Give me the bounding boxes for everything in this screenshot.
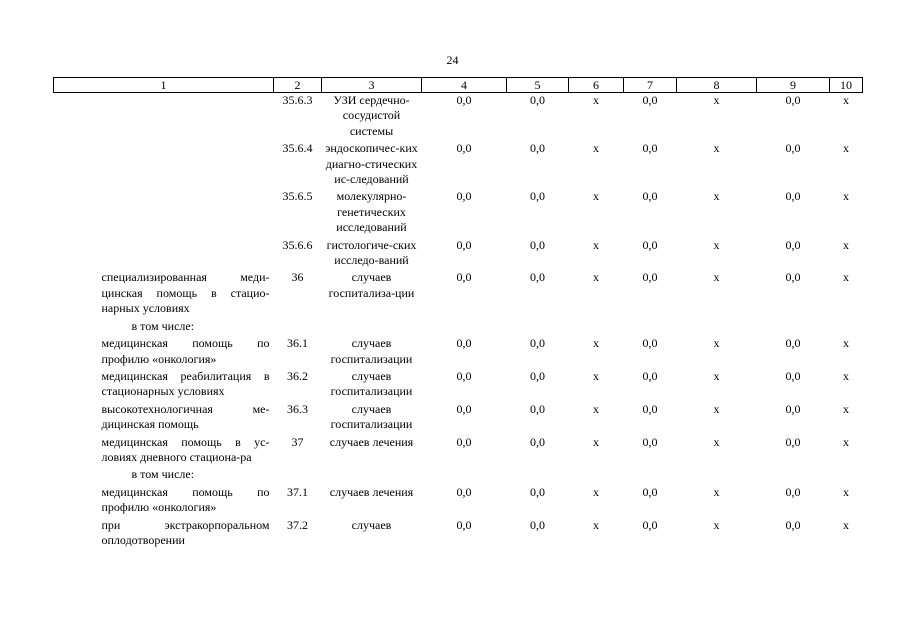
value-col-5: 0,0 [530, 434, 545, 449]
value-col-4 [422, 319, 507, 336]
row-code: 37.2 [287, 517, 308, 532]
value-col-5 [507, 467, 569, 484]
row-label: в том числе: [131, 318, 195, 333]
row-unit: случаев госпитализа-ции [328, 270, 415, 300]
value-col-9: 0,0 [785, 189, 801, 204]
row-label: медицинская помощь в ус-ловиях дневного стациона-ра [101, 434, 270, 464]
value-col-10: х [843, 270, 849, 285]
value-col-9: 0,0 [785, 141, 801, 156]
value-col-10: х [843, 517, 849, 532]
value-col-8: х [713, 141, 720, 156]
value-col-4: 0,0 [456, 93, 472, 107]
value-col-4: 0,0 [456, 484, 472, 499]
value-col-7: 0,0 [642, 270, 658, 285]
value-col-5: 0,0 [530, 336, 545, 351]
value-col-8: х [713, 517, 720, 532]
row-unit [322, 467, 422, 484]
column-number: 5 [507, 78, 569, 93]
value-col-6: х [593, 517, 599, 532]
value-col-4: 0,0 [456, 517, 472, 532]
row-code: 37.1 [287, 484, 308, 499]
subheading-row [54, 467, 863, 484]
value-col-5 [507, 319, 569, 336]
subheading-row [54, 319, 863, 336]
value-col-8: х [713, 434, 720, 449]
row-unit [322, 319, 422, 336]
value-col-5: 0,0 [530, 93, 545, 107]
value-col-6 [569, 467, 624, 484]
row-code: 35.6.3 [282, 93, 313, 107]
row-code: 36.2 [287, 368, 308, 383]
row-label [54, 93, 274, 142]
row-unit: УЗИ сердечно-сосудистой системы [333, 93, 410, 138]
table-row [54, 270, 863, 318]
value-col-6: х [593, 93, 599, 107]
value-col-8: х [713, 93, 720, 107]
value-col-8: х [713, 270, 720, 285]
value-col-7: 0,0 [642, 141, 658, 156]
value-col-5: 0,0 [530, 270, 545, 285]
row-code: 35.6.5 [282, 189, 313, 204]
column-number: 6 [569, 78, 624, 93]
value-col-5: 0,0 [530, 189, 545, 204]
row-unit: случаев [351, 517, 392, 532]
row-unit: эндоскопичес-ких диагно-стических ис-следований [325, 141, 418, 187]
value-col-9: 0,0 [785, 237, 801, 252]
table-row [54, 369, 863, 402]
table-row [54, 435, 863, 468]
value-col-4: 0,0 [456, 401, 472, 416]
value-col-9: 0,0 [785, 434, 801, 449]
row-code [274, 319, 322, 336]
row-label [54, 141, 274, 189]
value-col-9: 0,0 [785, 484, 801, 499]
value-col-6: х [593, 401, 599, 416]
value-col-6: х [593, 270, 599, 285]
value-col-5: 0,0 [530, 141, 545, 156]
value-col-7: 0,0 [642, 93, 658, 107]
value-col-7: 0,0 [642, 434, 658, 449]
value-col-8 [677, 467, 757, 484]
value-col-8: х [713, 336, 720, 351]
value-col-10: х [843, 434, 849, 449]
column-number: 9 [757, 78, 830, 93]
table-row [54, 485, 863, 518]
value-col-6: х [593, 484, 599, 499]
value-col-9 [757, 467, 830, 484]
value-col-5: 0,0 [530, 517, 545, 532]
value-col-8: х [713, 189, 720, 204]
value-col-9: 0,0 [785, 270, 801, 285]
row-unit: случаев госпитализации [330, 336, 413, 366]
value-col-5: 0,0 [530, 484, 545, 499]
page-number: 24 [446, 53, 459, 67]
value-col-10: х [843, 93, 849, 107]
value-col-10: х [843, 141, 849, 156]
value-col-6: х [593, 237, 599, 252]
row-code: 35.6.4 [282, 141, 313, 156]
value-col-7: 0,0 [642, 336, 658, 351]
value-col-10 [830, 319, 863, 336]
value-col-4: 0,0 [456, 141, 472, 156]
value-col-7: 0,0 [642, 368, 658, 383]
table-row [54, 93, 863, 142]
value-col-8: х [713, 401, 720, 416]
row-unit: гистологиче-ских исследо-ваний [326, 237, 417, 268]
column-number: 8 [677, 78, 757, 93]
value-col-8: х [713, 484, 720, 499]
row-unit: случаев лечения [329, 434, 414, 449]
value-col-6 [569, 319, 624, 336]
table-row [54, 336, 863, 369]
row-code: 35.6.6 [282, 237, 313, 252]
row-label: медицинская реабилитация в стационарных условиях [101, 368, 270, 399]
column-number-row [54, 78, 863, 93]
value-col-10: х [843, 368, 849, 383]
value-col-7: 0,0 [642, 237, 658, 252]
value-col-8: х [713, 368, 720, 383]
column-number: 10 [830, 78, 863, 93]
row-code: 37 [291, 434, 304, 449]
value-col-6: х [593, 434, 599, 449]
value-col-4: 0,0 [456, 270, 472, 285]
row-label: в том числе: [131, 467, 195, 482]
row-unit: случаев госпитализации [330, 368, 413, 399]
value-col-7: 0,0 [642, 401, 658, 416]
column-number: 2 [274, 78, 322, 93]
value-col-4: 0,0 [456, 189, 472, 204]
row-label [54, 189, 274, 237]
value-col-9: 0,0 [785, 93, 801, 107]
value-col-7: 0,0 [642, 484, 658, 499]
table-row [54, 238, 863, 271]
value-col-7 [624, 319, 677, 336]
value-col-5: 0,0 [530, 401, 545, 416]
value-col-5: 0,0 [530, 237, 545, 252]
value-col-8: х [713, 237, 720, 252]
value-col-7: 0,0 [642, 517, 658, 532]
table-row [54, 402, 863, 435]
value-col-9: 0,0 [785, 336, 801, 351]
value-col-6: х [593, 189, 599, 204]
value-col-10: х [843, 336, 849, 351]
value-col-7 [624, 467, 677, 484]
table-row [54, 189, 863, 237]
row-unit: случаев госпитализации [330, 401, 413, 432]
data-table [53, 77, 863, 550]
row-code [274, 467, 322, 484]
value-col-10 [830, 467, 863, 484]
value-col-10: х [843, 401, 849, 416]
table-row [54, 141, 863, 189]
value-col-4: 0,0 [456, 336, 472, 351]
row-unit: случаев лечения [329, 484, 414, 499]
value-col-5: 0,0 [530, 368, 545, 383]
value-col-4: 0,0 [456, 368, 472, 383]
value-col-7: 0,0 [642, 189, 658, 204]
row-label: специализированная меди-цинская помощь в стацио-нарных условиях [101, 270, 270, 316]
column-number: 1 [54, 78, 274, 93]
value-col-6: х [593, 368, 599, 383]
value-col-4: 0,0 [456, 434, 472, 449]
value-col-9: 0,0 [785, 517, 801, 532]
value-col-4: 0,0 [456, 237, 472, 252]
row-code: 36.1 [287, 336, 308, 351]
column-number: 3 [322, 78, 422, 93]
value-col-6: х [593, 336, 599, 351]
row-label [54, 238, 274, 271]
value-col-6: х [593, 141, 599, 156]
value-col-8 [677, 319, 757, 336]
column-number: 4 [422, 78, 507, 93]
value-col-9: 0,0 [785, 401, 801, 416]
row-label: при экстракорпоральном оплодотворении [101, 517, 270, 547]
column-number: 7 [624, 78, 677, 93]
row-label: медицинская помощь по профилю «онкология» [101, 336, 270, 366]
value-col-4 [422, 467, 507, 484]
row-unit: молекулярно-генетических исследований [336, 189, 407, 235]
value-col-10: х [843, 237, 849, 252]
row-label: медицинская помощь по профилю «онкология» [101, 484, 270, 515]
value-col-9 [757, 319, 830, 336]
row-code: 36.3 [287, 401, 308, 416]
row-label: высокотехнологичная ме-дицинская помощь [101, 401, 270, 432]
value-col-10: х [843, 189, 849, 204]
value-col-10: х [843, 484, 849, 499]
table-row [54, 518, 863, 551]
row-code: 36 [291, 270, 304, 285]
value-col-9: 0,0 [785, 368, 801, 383]
